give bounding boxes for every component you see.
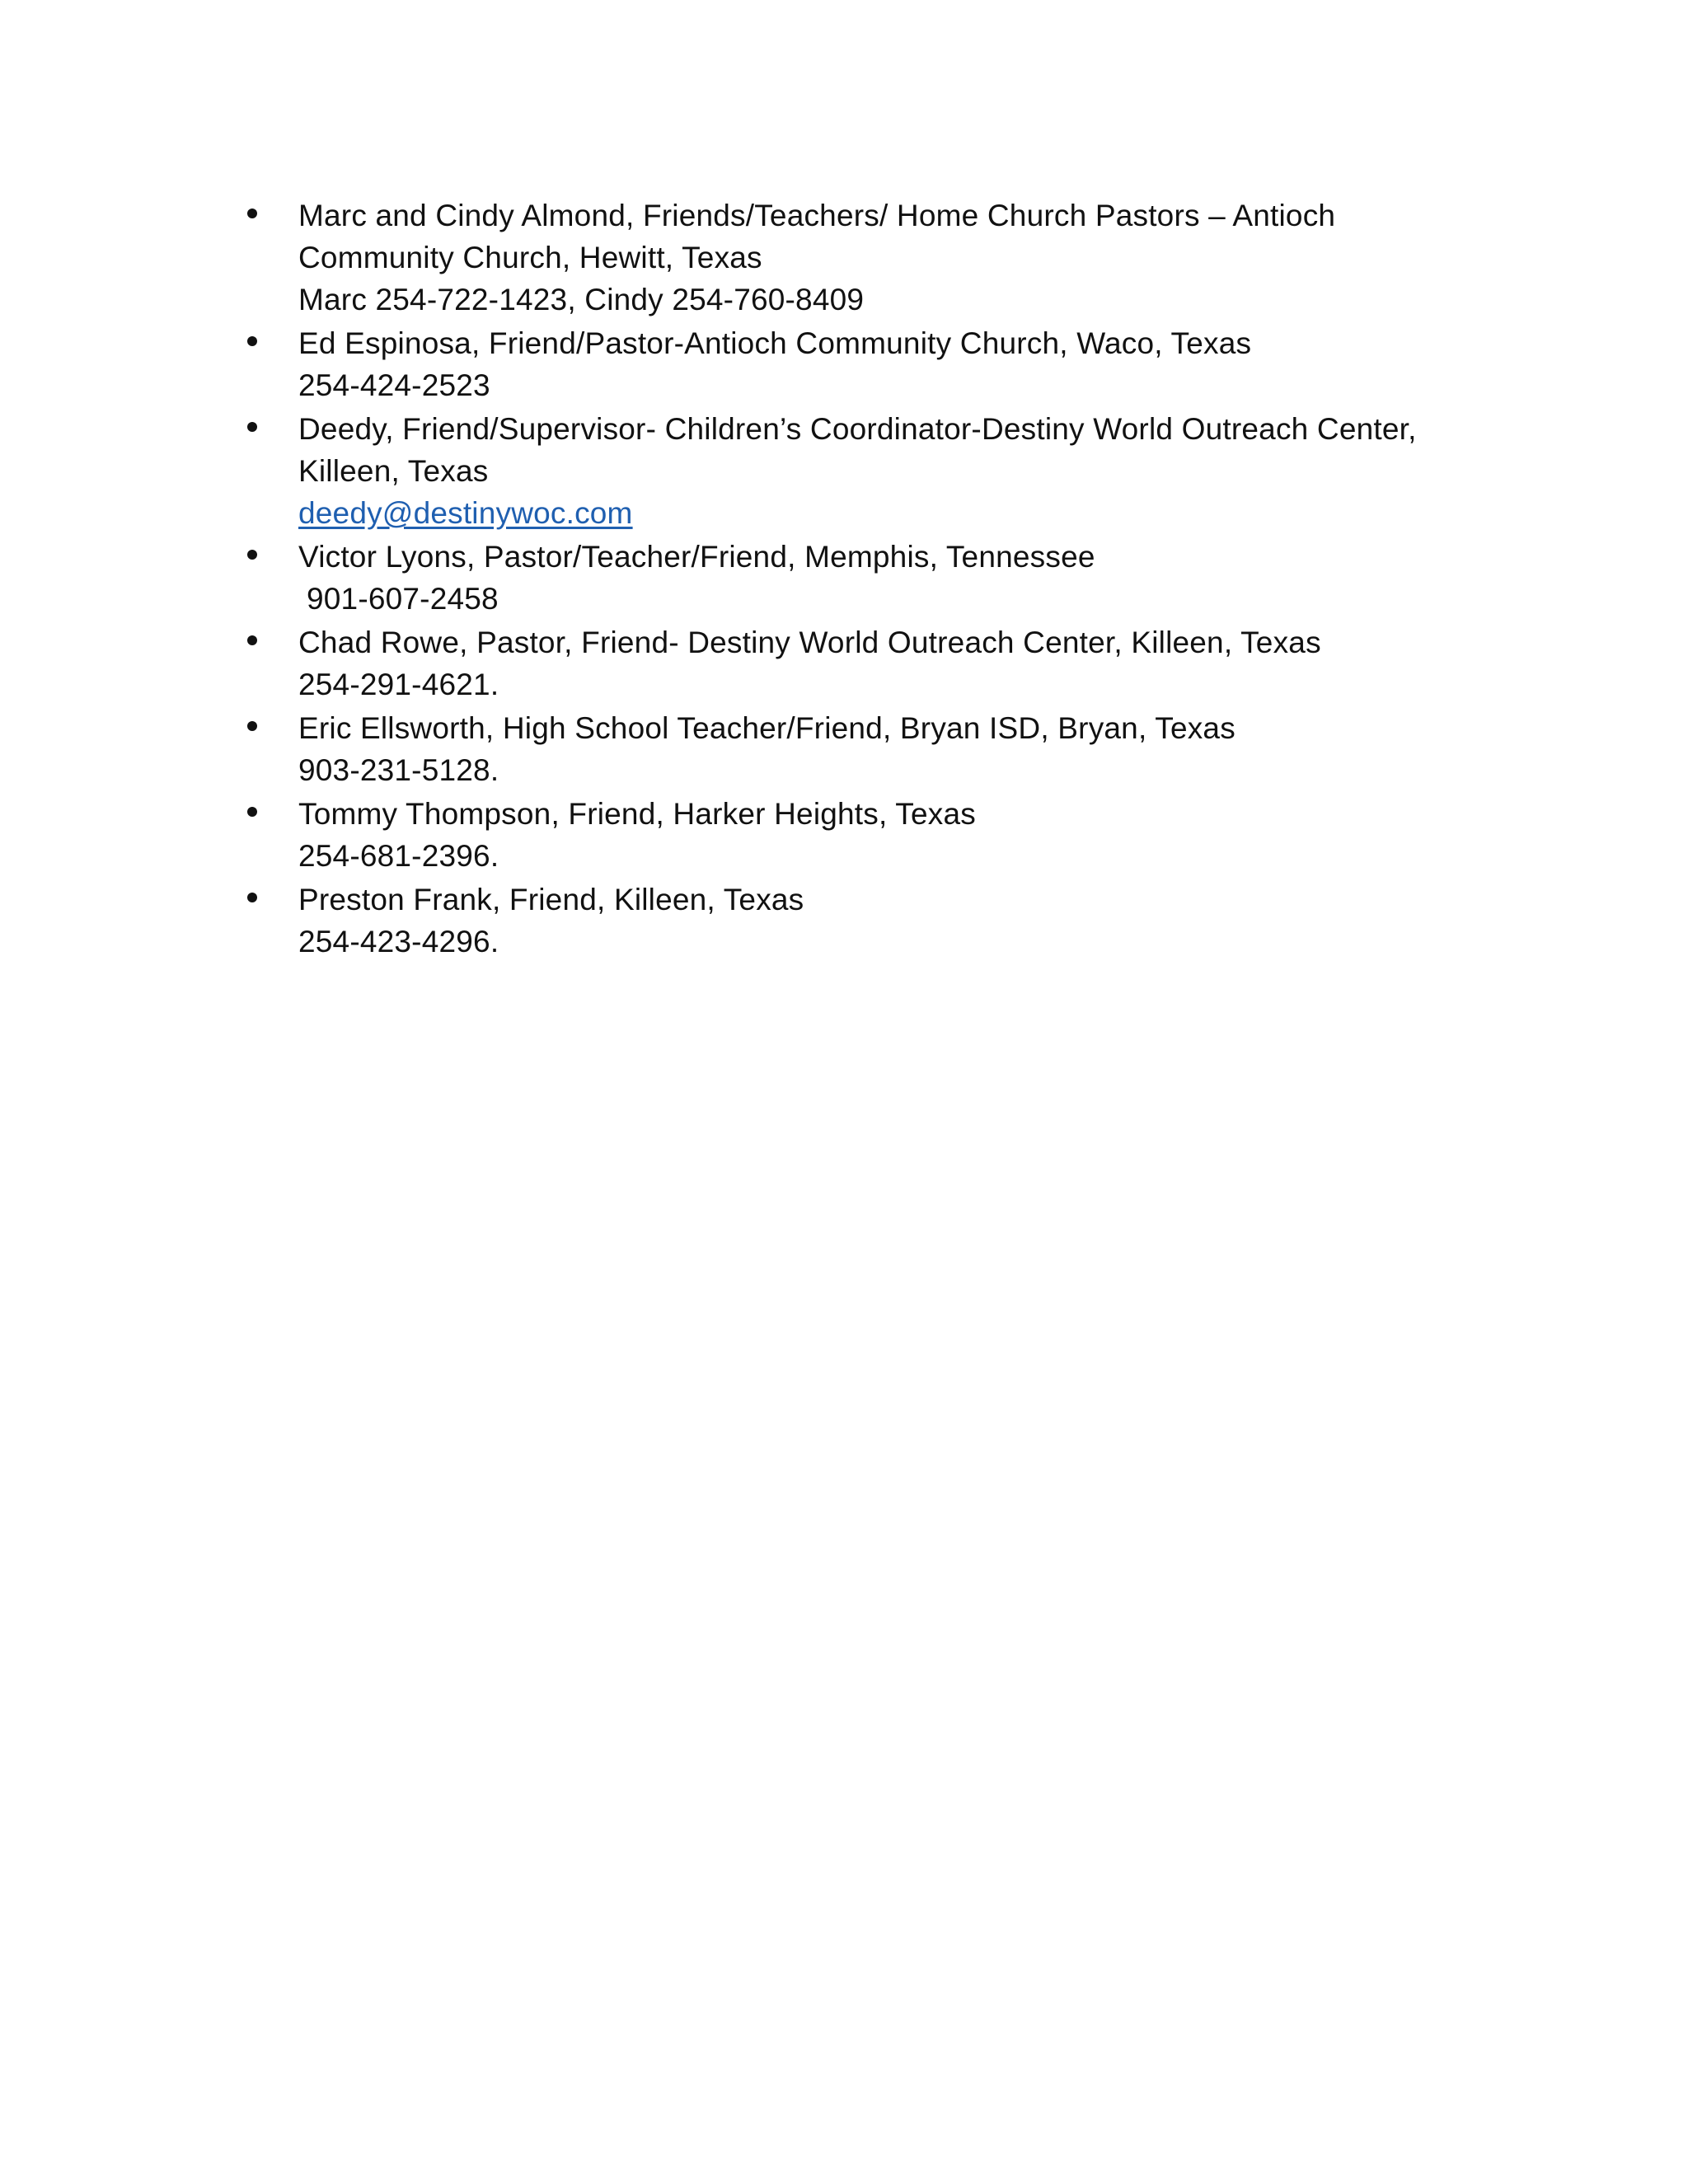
reference-phone-line: 901-607-2458 [307,582,499,616]
reference-name-line: Chad Rowe, Pastor, Friend- Destiny World Outreach Center, Killeen, Texas [298,626,1321,659]
reference-name-line: Deedy, Friend/Supervisor- Children’s Coordinator-Destiny World Outreach Center, [298,412,1417,446]
list-item-almond [247,194,1500,321]
reference-phone-line: 254-681-2396. [298,839,499,873]
reference-name-line: Eric Ellsworth, High School Teacher/Friend, Bryan ISD, Bryan, Texas [298,711,1236,745]
bullet-icon [247,807,257,817]
reference-name-line: Victor Lyons, Pastor/Teacher/Friend, Memphis, Tennessee [298,540,1095,574]
reference-name-line: Tommy Thompson, Friend, Harker Heights, Texas [298,797,976,831]
reference-name-line: Marc and Cindy Almond, Friends/Teachers/ Home Church Pastors – Antioch [298,199,1336,232]
bullet-icon [247,209,257,218]
reference-phone-line: 254-423-4296. [298,925,499,958]
reference-name-line: Preston Frank, Friend, Killeen, Texas [298,883,804,916]
reference-name-line: Ed Espinosa, Friend/Pastor-Antioch Community Church, Waco, Texas [298,326,1252,360]
references-list [247,194,1500,964]
list-item-espinosa [247,322,1500,406]
reference-detail-line: Community Church, Hewitt, Texas [298,241,762,274]
bullet-icon [247,635,257,645]
bullet-icon [247,422,257,432]
list-item-rowe [247,621,1500,705]
reference-phone-line: Marc 254-722-1423, Cindy 254-760-8409 [298,283,865,316]
list-item-lyons [247,536,1500,620]
list-item-ellsworth [247,707,1500,791]
bullet-icon [247,893,257,902]
bullet-icon [247,721,257,731]
bullet-icon [247,336,257,346]
reference-phone-line: 254-424-2523 [298,368,490,402]
reference-phone-line: 903-231-5128. [298,753,499,787]
list-item-thompson [247,793,1500,877]
list-item-deedy [247,408,1500,534]
reference-phone-line: 254-291-4621. [298,668,499,701]
bullet-icon [247,550,257,560]
email-link[interactable]: deedy@destinywoc.com [298,496,633,530]
list-item-frank [247,879,1500,963]
reference-email-line [298,492,1500,534]
reference-detail-line: Killeen, Texas [298,454,489,488]
